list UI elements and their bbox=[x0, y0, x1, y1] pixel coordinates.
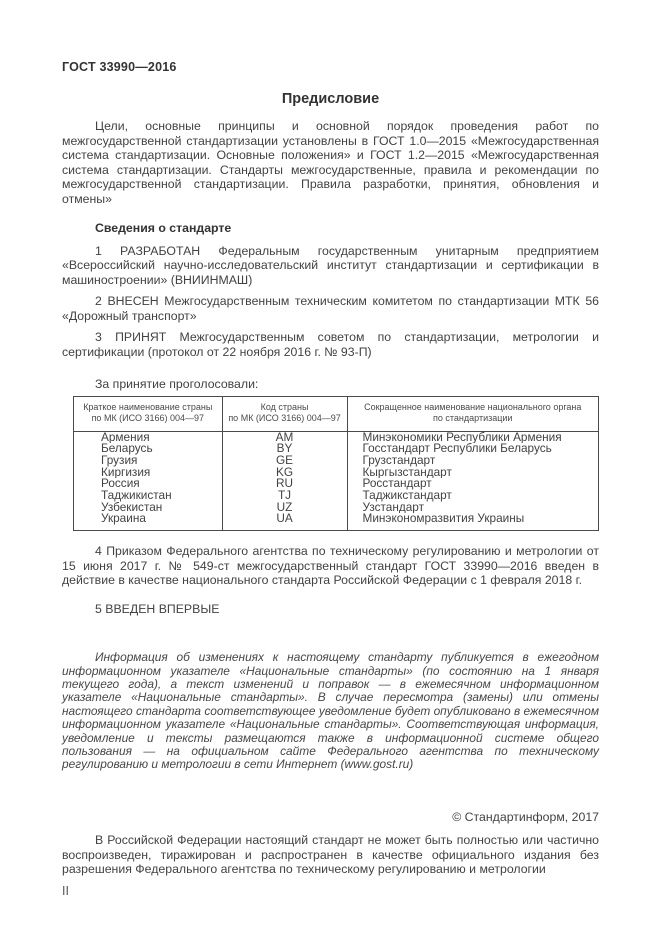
country-name-cell: Украина bbox=[74, 513, 223, 530]
national-body-cell: Таджикстандарт bbox=[347, 490, 599, 502]
national-body-cell: Госстандарт Республики Беларусь bbox=[347, 443, 599, 455]
vote-table bbox=[73, 396, 599, 532]
country-code-cell: GE bbox=[222, 455, 347, 467]
national-body-cell: Узстандарт bbox=[347, 502, 599, 514]
column-country-code-line1: Код страны bbox=[260, 401, 309, 412]
column-national-body bbox=[347, 396, 599, 431]
country-name-cell: Киргизия bbox=[74, 467, 223, 479]
country-code-cell: TJ bbox=[222, 490, 347, 502]
vote-table-header bbox=[74, 396, 599, 431]
changes-notice: Информация об изменениях к настоящему стандарту публикуется в ежегодном информационном указателе «Национальные стандарты» (по состоянию на 1 января текущего года), а текст изменений и поправок — в ежемесячном информационном указателе «Национальные стандарты». В случае пересмотра (замены) или отмены настоящего стандарта соответствующее уведомление будет опубликовано в ежемесячном информационном указателе «Национальные стандарты». Соответствующая информация, уведомление и тексты размещаются также в информационной системе общего пользования — на официальном сайте Федерального агентства по техническому регулированию и метрологии в сети Интернет (www.gost.ru) bbox=[62, 650, 599, 772]
country-code-cell: BY bbox=[222, 443, 347, 455]
column-country-code bbox=[222, 396, 347, 431]
table-row bbox=[74, 502, 599, 514]
national-body-cell: Кыргызстандарт bbox=[347, 467, 599, 479]
table-row bbox=[74, 467, 599, 479]
table-row bbox=[74, 443, 599, 455]
submitted-item: 2 ВНЕСЕН Межгосударственным техническим комитетом по стандартизации МТК 56 «Дорожный транспорт» bbox=[62, 294, 599, 323]
national-body-cell: Минэкономразвития Украины bbox=[347, 513, 599, 530]
order-item: 4 Приказом Федерального агентства по техническому регулированию и метрологии от 15 июня 2017 г. № 549-ст межгосударственный стандарт ГОСТ 33990—2016 введен в действие в качестве национального стандарта Российской Федерации с 1 февраля 2018 г. bbox=[62, 544, 599, 588]
first-introduced-item: 5 ВВЕДЕН ВПЕРВЫЕ bbox=[95, 601, 220, 616]
column-country-code-line2: по МК (ИСО 3166) 004—97 bbox=[228, 413, 341, 423]
table-row bbox=[74, 431, 599, 443]
column-national-body-line2: по стандартизации bbox=[433, 413, 513, 423]
table-row bbox=[74, 490, 599, 502]
country-code-cell: UZ bbox=[222, 502, 347, 514]
developed-item: 1 РАЗРАБОТАН Федеральным государственным унитарным предприятием «Всероссийский научно-исследовательский институт стандартизации и сертификации в машиностроении» (ВНИИНМАШ) bbox=[62, 243, 599, 287]
national-body-cell: Росстандарт bbox=[347, 478, 599, 490]
table-row bbox=[74, 478, 599, 490]
adopted-item: 3 ПРИНЯТ Межгосударственным советом по стандартизации, метрологии и сертификации (протокол от 22 ноября 2016 г. № 93-П) bbox=[62, 330, 599, 359]
column-country-name-line2: по МК (ИСО 3166) 004—97 bbox=[91, 413, 204, 423]
column-country-name bbox=[74, 396, 223, 431]
national-body-cell: Грузстандарт bbox=[347, 455, 599, 467]
table-row bbox=[74, 455, 599, 467]
copyright-line: © Стандартинформ, 2017 bbox=[452, 809, 599, 824]
country-name-cell: Грузия bbox=[74, 455, 223, 467]
page-title: Предисловие bbox=[281, 91, 380, 107]
document-code: ГОСТ 33990—2016 bbox=[62, 60, 177, 74]
country-name-cell: Таджикистан bbox=[74, 490, 223, 502]
country-name-cell: Россия bbox=[74, 478, 223, 490]
reproduction-restriction: В Российской Федерации настоящий стандарт не может быть полностью или частично воспроизведен, тиражирован и распространен в качестве официального издания без разрешения Федерального агентства по техническому регулированию и метрологии bbox=[62, 833, 599, 877]
country-name-cell: Беларусь bbox=[74, 443, 223, 455]
vote-table-body bbox=[74, 431, 599, 531]
intro-paragraph: Цели, основные принципы и основной порядок проведения работ по межгосударственной стандартизации установлены в ГОСТ 1.0—2015 «Межгосударственная система стандартизации. Основные положения» и ГОСТ 1.2—2015 «Межгосударственная система стандартизации. Стандарты межгосударственные, правила и рекомендации по межгосударственной стандартизации. Правила разработки, принятия, обновления и отмены» bbox=[62, 119, 599, 206]
column-country-name-line1: Краткое наименование страны bbox=[83, 401, 213, 412]
vote-intro-line: За принятие проголосовали: bbox=[95, 377, 259, 391]
table-row bbox=[74, 513, 599, 530]
country-code-cell: RU bbox=[222, 478, 347, 490]
column-national-body-line1: Сокращенное наименование национального органа bbox=[364, 401, 582, 412]
country-name-cell: Армения bbox=[74, 431, 223, 443]
national-body-cell: Минэкономики Республики Армения bbox=[347, 431, 599, 443]
country-name-cell: Узбекистан bbox=[74, 502, 223, 514]
country-code-cell: UA bbox=[222, 513, 347, 530]
page-number: II bbox=[62, 883, 69, 898]
standard-info-heading: Сведения о стандарте bbox=[95, 221, 232, 235]
country-code-cell: AM bbox=[222, 431, 347, 443]
country-code-cell: KG bbox=[222, 467, 347, 479]
